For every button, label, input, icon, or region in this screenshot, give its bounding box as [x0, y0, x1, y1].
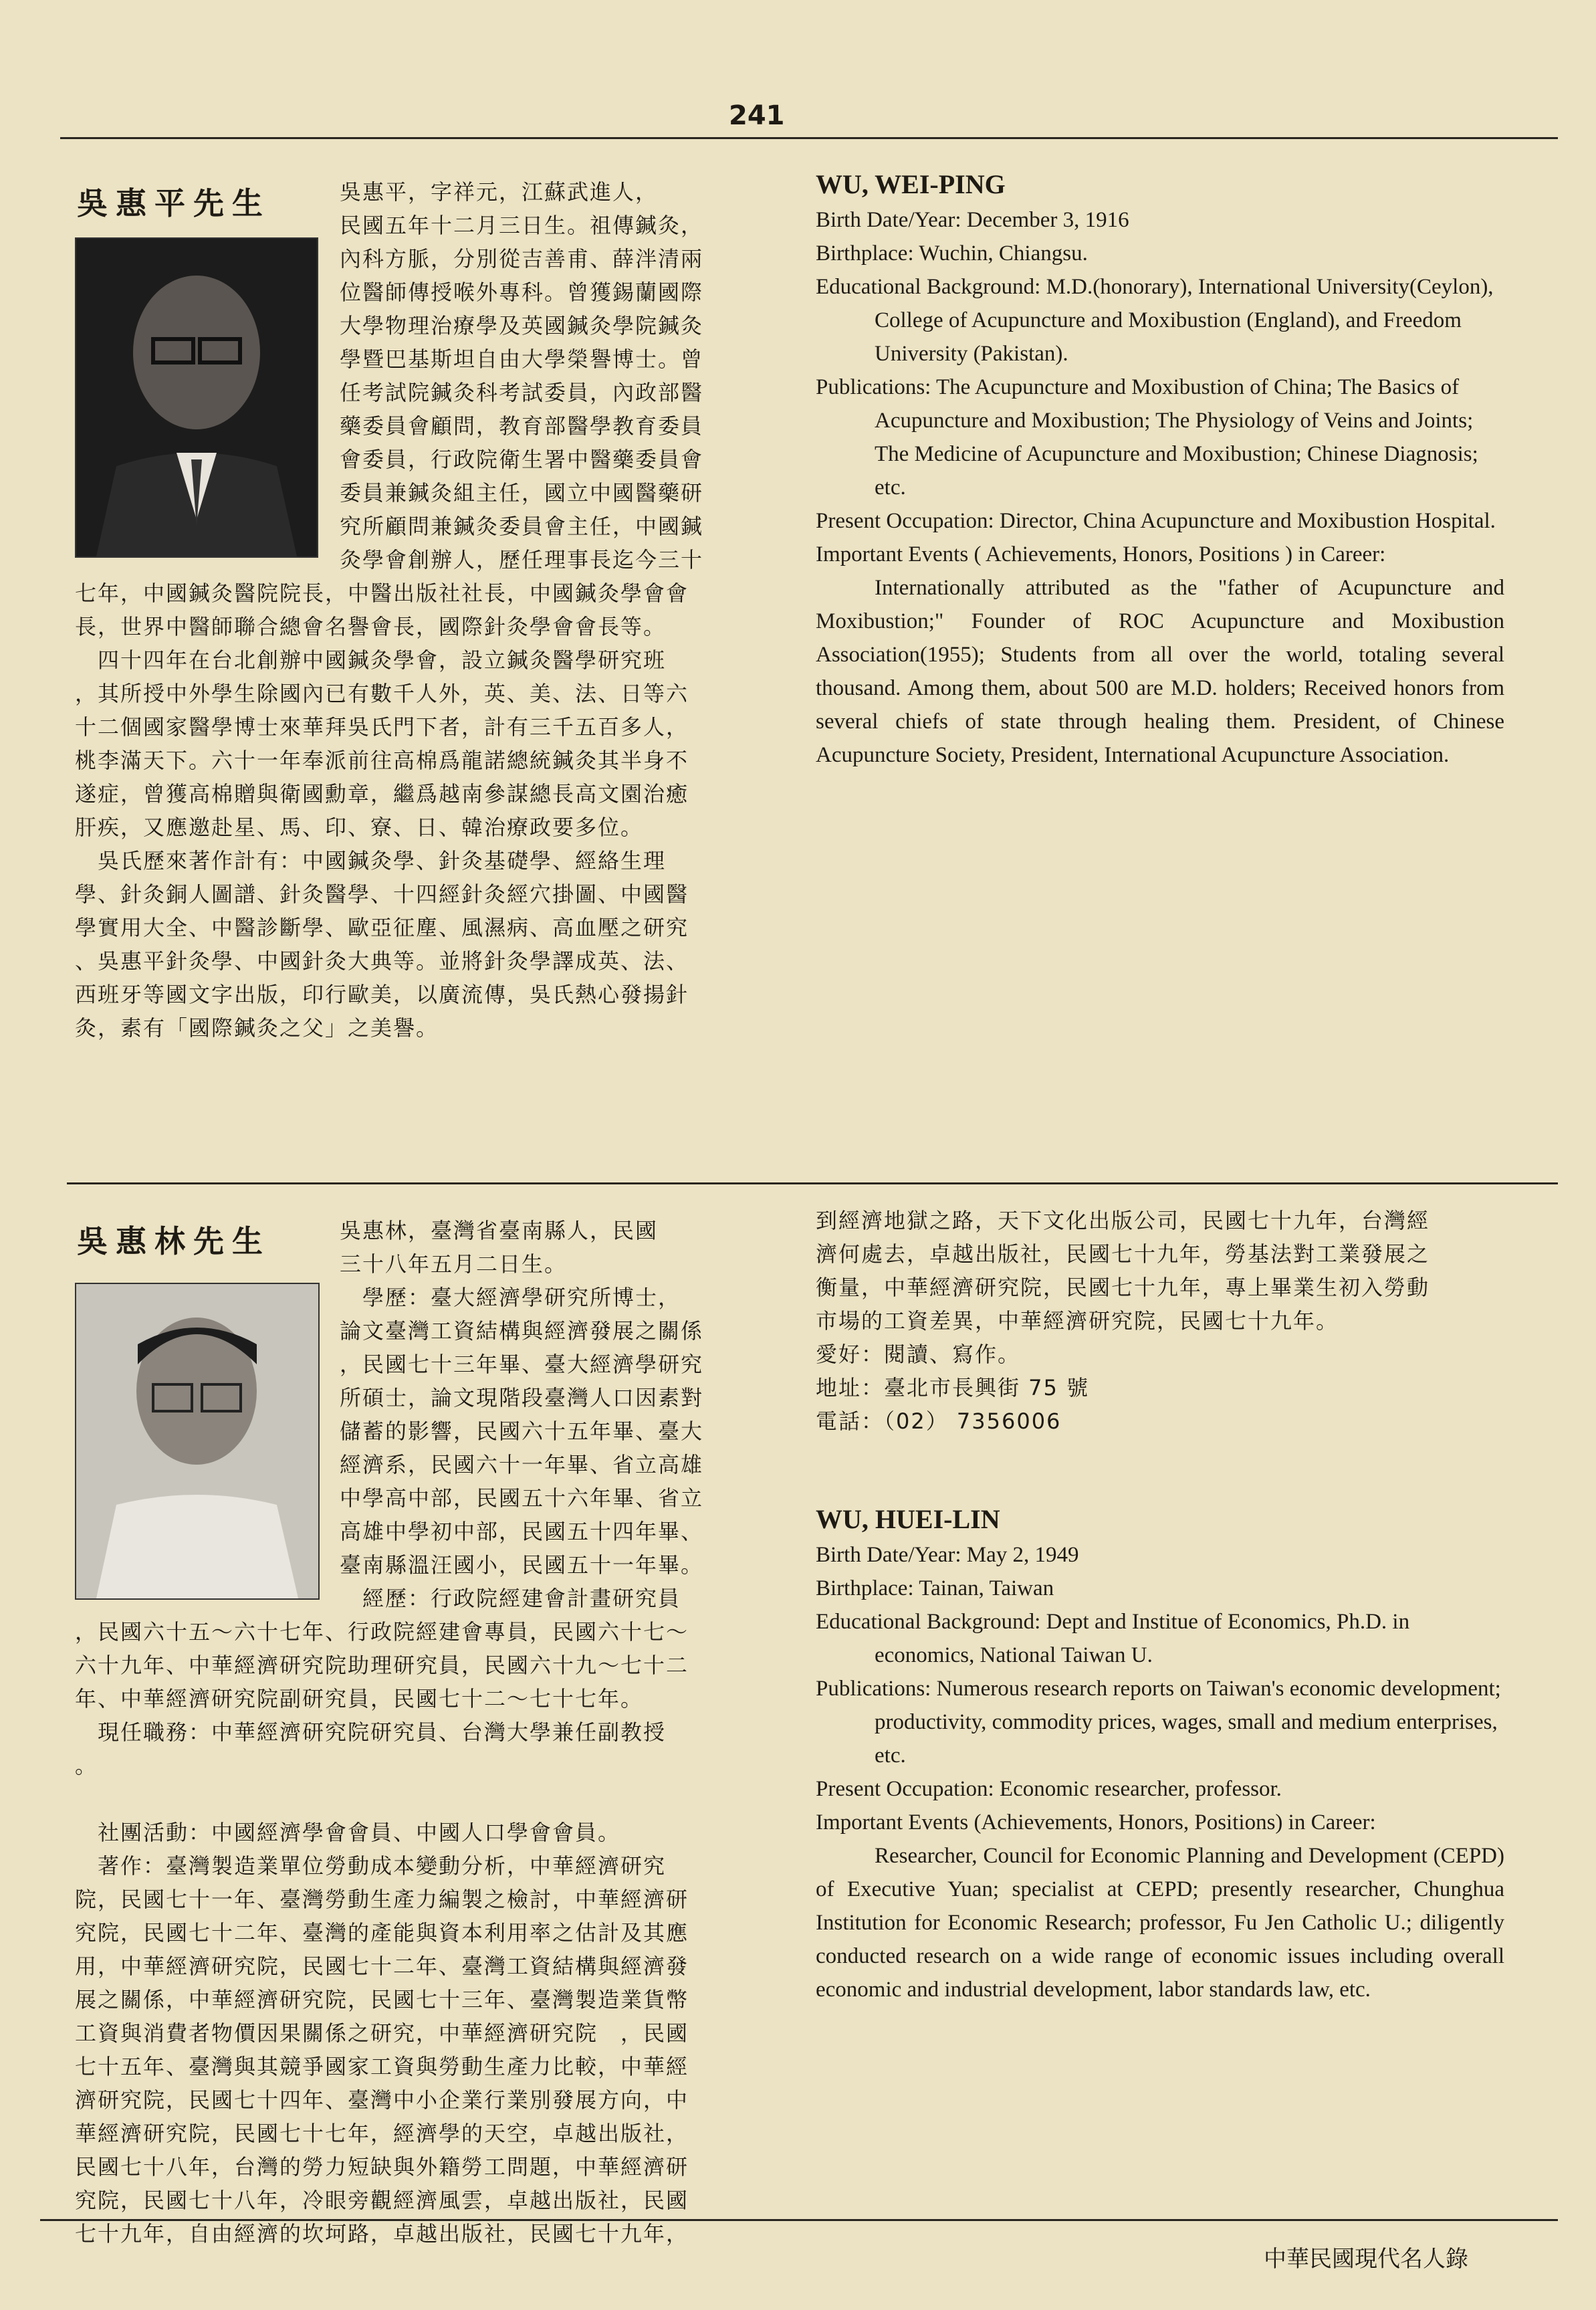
- portrait-silhouette-icon: [76, 1284, 318, 1598]
- entry1-english-name: WU, WEI-PING: [816, 169, 1006, 199]
- entry2-english-name: WU, HUEI-LIN: [816, 1504, 1000, 1534]
- birthplace: Birthplace: Tainan, Taiwan: [816, 1576, 1054, 1600]
- entry2-chinese-body: ，民國六十五～六十七年、行政院經建會專員，民國六十七～ 六十九年、中華經濟研究院助理研究員，民國六十九～七十二 年、中華經濟研究院副研究員，民國七十二～七十七年。 現任職務：中華經濟研究院研究員、台灣大學兼任副教授 。 社團活動：中國經濟學會會員、中國人口學會會員。 著作：臺灣製造業單位勞動成本變動分析，中華經濟研究 院，民國七十一年、臺灣勞動生產力編製之檢討，中華經濟研 究院，民國七十二年、臺灣的產能與資本利用率之估計及其應 用，中華經濟研究院，民國七十二年、臺灣工資結構與經濟發 展之關係，中華經濟研究院，民國七十三年、臺灣製造業貨幣 工資與消費者物價因果關係之研究，中華經濟研究院 ，民國 七十五年、臺灣與其競爭國家工資與勞動生產力比較，中華經 濟研究院，民國七十四年、臺灣中小企業行業別發展方向，中 華經濟研究院，民國七十七年，經濟學的天空，卓越出版社， 民國七十八年，台灣的勞力短缺與外籍勞工問題，中華經濟研 究院，民國七十八年，冷眼旁觀經濟風雲，卓越出版社，民國 七十九年，自由經濟的坎坷路，卓越出版社，民國七十九年，: [75, 1619, 689, 2246]
- events-label: Important Events ( Achievements, Honors, Positions ) in Career:: [816, 542, 1386, 566]
- page-number: 241: [729, 100, 785, 131]
- book-title-footer: 中華民國現代名人錄: [1264, 2246, 1468, 2273]
- events: Internationally attributed as the "father of Acupuncture and Moxibustion;" Founder of ROC Acupuncture and Moxibustion Association(1955); Students from all over the world, totaling several thousand. Among them, about 500 are M.D. holders; Received honors from several chiefs of state through healing them. President, of Chinese Acupuncture Society, President, International Acupuncture Association.: [816, 576, 1504, 767]
- events: Researcher, Council for Economic Planning and Development (CEPD) of Executive Yuan; specialist at CEPD; presently researcher, Chunghua Institution for Economic Research; professor, Fu Jen Catholic U.; diligently conducted research on a wide range of economic issues including overall economic and industrial development, labor standards law, etc.: [816, 1844, 1504, 2002]
- birth-date: Birth Date/Year: December 3, 1916: [816, 208, 1129, 232]
- entry2-english-bio: [816, 1538, 1504, 2006]
- events-label: Important Events (Achievements, Honors, Positions) in Career:: [816, 1810, 1376, 1834]
- birthplace: Birthplace: Wuchin, Chiangsu.: [816, 241, 1088, 266]
- middle-rule: [67, 1182, 1558, 1184]
- entry1-chinese-intro: 吳惠平，字祥元，江蘇武進人， 民國五年十二月三日生。祖傳鍼灸， 內科方脈，分別從吉善甫、薛泮清兩 位醫師傳授喉外專科。曾獲錫蘭國際 大學物理治療學及英國鍼灸學院鍼灸 學暨巴基斯坦自由大學榮譽博士。曾 任考試院鍼灸科考試委員，內政部醫 藥委員會顧問，教育部醫學教育委員 會委員，行政院衛生署中醫藥委員會 委員兼鍼灸組主任，國立中國醫藥研 究所顧問兼鍼灸委員會主任，中國鍼 灸學會創辦人，歷任理事長迄今三十: [340, 179, 704, 572]
- birth-date: Birth Date/Year: May 2, 1949: [816, 1543, 1079, 1567]
- entry1-english-bio: [816, 203, 1504, 772]
- occupation: Present Occupation: Director, China Acupuncture and Moxibustion Hospital.: [816, 509, 1496, 533]
- publications: Publications: Numerous research reports on Taiwan's economic development; productivity, commodity prices, wages, small and medium enterprises, etc.: [816, 1677, 1501, 1768]
- bottom-rule: [40, 2219, 1558, 2221]
- entry1-chinese-name: 吳惠平先生: [77, 185, 271, 221]
- portrait-silhouette-icon: [76, 239, 317, 556]
- entry2-portrait-photo: [75, 1283, 320, 1600]
- entry1-portrait-photo: [75, 237, 318, 558]
- publications: Publications: The Acupuncture and Moxibustion of China; The Basics of Acupuncture and Moxibustion; The Physiology of Veins and Joints; The Medicine of Acupuncture and Moxibustion; Chinese Diagnosis; etc.: [816, 375, 1478, 500]
- entry2-chinese-continued: 到經濟地獄之路，天下文化出版公司，民國七十九年，台灣經 濟何處去，卓越出版社，民國七十九年，勞基法對工業發展之 衡量，中華經濟研究院，民國七十九年，專上畢業生初入勞動 市場的工資差異，中華經濟研究院，民國七十九年。 愛好：閱讀、寫作。 地址：臺北市長興街 75 號 電話：（02） 7356006: [816, 1208, 1430, 1434]
- occupation: Present Occupation: Economic researcher, professor.: [816, 1777, 1282, 1801]
- top-rule: [60, 137, 1558, 139]
- education: Educational Background: M.D.(honorary), International University(Ceylon), College of Acupuncture and Moxibustion (England), and Freedom University (Pakistan).: [816, 275, 1494, 366]
- entry1-chinese-body: 七年，中國鍼灸醫院院長，中醫出版社社長，中國鍼灸學會會 長，世界中醫師聯合總會名譽會長，國際針灸學會會長等。 四十四年在台北創辦中國鍼灸學會，設立鍼灸醫學研究班 ，其所授中外學生除國內已有數千人外，英、美、法、日等六 十二個國家醫學博士來華拜吳氏門下者，計有三千五百多人， 桃李滿天下。六十一年奉派前往高棉爲龍諾總統鍼灸其半身不 遂症，曾獲高棉贈與衛國勳章，繼爲越南參謀總長高文園治癒 肝疾，又應邀赴星、馬、印、寮、日、韓治療政要多位。 吳氏歷來著作計有：中國鍼灸學、針灸基礎學、經絡生理 學、針灸銅人圖譜、針灸醫學、十四經針灸經穴掛圖、中國醫 學實用大全、中醫診斷學、歐亞征塵、風濕病、高血壓之研究 、吳惠平針灸學、中國針灸大典等。並將針灸學譯成英、法、 西班牙等國文字出版，印行歐美，以廣流傳，吳氏熱心發揚針 灸，素有「國際鍼灸之父」之美譽。: [75, 581, 689, 1041]
- entry2-chinese-name: 吳惠林先生: [77, 1223, 271, 1259]
- education: Educational Background: Dept and Institue of Economics, Ph.D. in economics, National Taiwan U.: [816, 1610, 1410, 1667]
- entry2-chinese-intro: 吳惠林，臺灣省臺南縣人，民國 三十八年五月二日生。 學歷：臺大經濟學研究所博士， 論文臺灣工資結構與經濟發展之關係 ，民國七十三年畢、臺大經濟學研究 所碩士，論文現階段臺灣人口因素對 儲蓄的影響，民國六十五年畢、臺大 經濟系，民國六十一年畢、省立高雄 中學高中部，民國五十六年畢、省立 高雄中學初中部，民國五十四年畢、 臺南縣溫汪國小，民國五十一年畢。 經歷：行政院經建會計畫研究員: [340, 1218, 704, 1611]
